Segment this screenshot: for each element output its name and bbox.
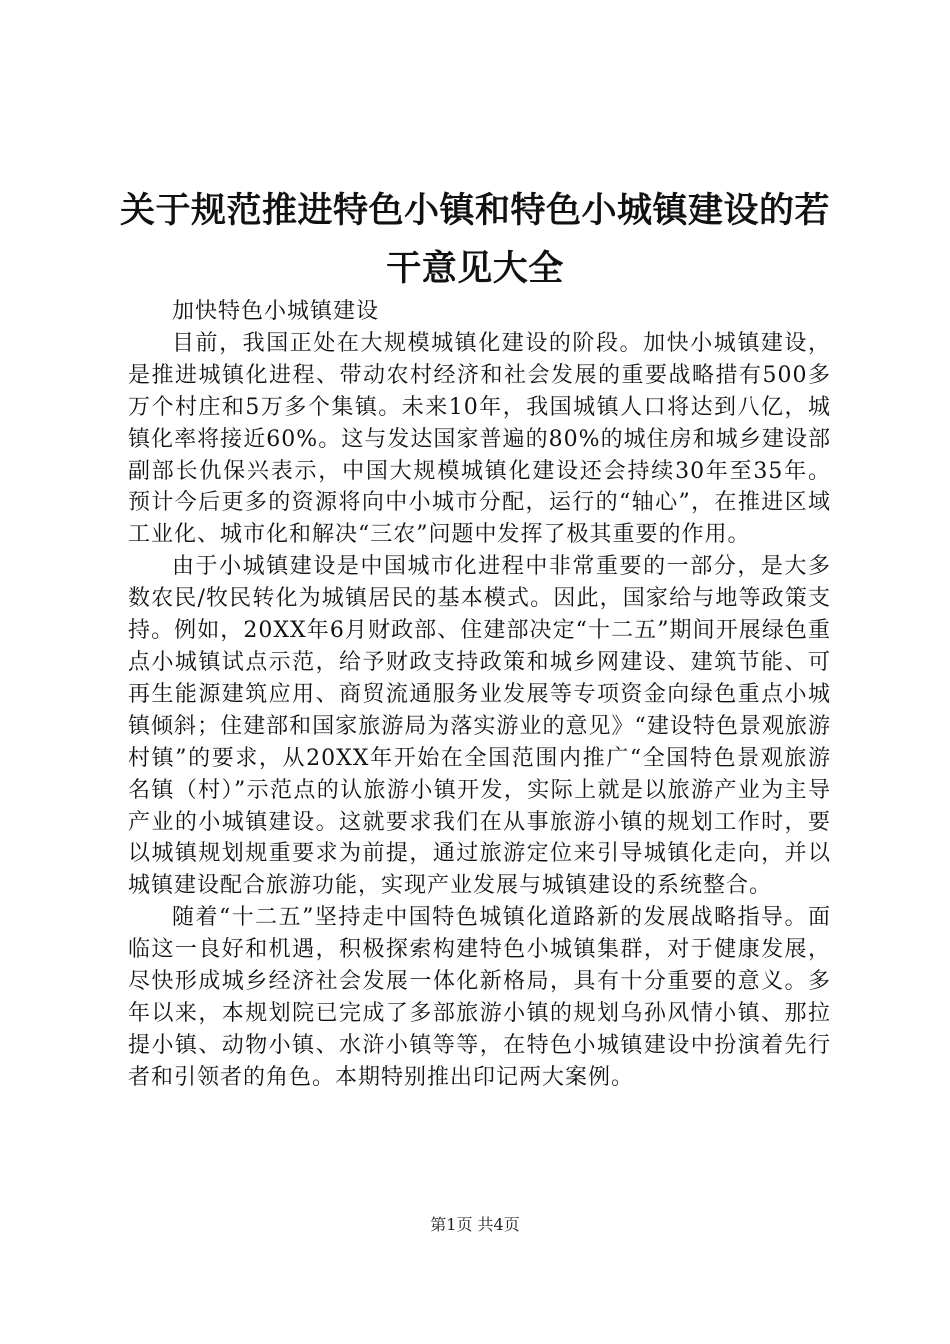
document-title: 关于规范推进特色小镇和特色小城镇建设的若干意见大全 <box>120 191 831 289</box>
section-heading: 加快特色小城镇建设 <box>172 299 380 324</box>
body-paragraph-3: 随着“十二五”坚持走中国特色城镇化道路新的发展战略指导。面临这一良好和机遇，积极探索构建特色小城镇集群，对于健康发展，尽快形成城乡经济社会发展一体化新格局，具有十分重要的意义。多年以来，本规划院已完成了多部旅游小镇的规划乌孙风情小镇、那拉提小镇、动物小镇、水浒小镇等等，在特色小城镇建设中扮演着先行者和引领者的角色。本期特别推出印记两大案例。 <box>128 905 831 1090</box>
body-paragraph-1: 目前，我国正处在大规模城镇化建设的阶段。加快小城镇建设，是推进城镇化进程、带动农村经济和社会发展的重要战略措有500多万个村庄和5万多个集镇。未来10年，我国城镇人口将达到八亿，城镇化率将接近60%。这与发达国家普遍的80%的城住房和城乡建设部副部长仇保兴表示，中国大规模城镇化建设还会持续30年至35年。预计今后更多的资源将向中小城市分配，运行的“轴心”，在推进区域工业化、城市化和解决“三农”问题中发挥了极其重要的作用。 <box>128 330 831 548</box>
document-body <box>128 296 831 1094</box>
body-paragraph-2: 由于小城镇建设是中国城市化进程中非常重要的一部分，是大多数农民/牧民转化为城镇居民的基本模式。因此，国家给与地等政策支持。例如，20XX年6月财政部、住建部决定“十二五”期间开展绿色重点小城镇试点示范，给予财政支持政策和城乡网建设、建筑节能、可再生能源建筑应用、商贸流通服务业发展等专项资金向绿色重点小城镇倾斜；住建部和国家旅游局为落实游业的意见》“建设特色景观旅游村镇”的要求，从20XX年开始在全国范围内推广“全国特色景观旅游名镇（村）”示范点的认旅游小镇开发，实际上就是以旅游产业为主导产业的小城镇建设。这就要求我们在从事旅游小镇的规划工作时，要以城镇规划规重要求为前提，通过旅游定位来引导城镇化走向，并以城镇建设配合旅游功能，实现产业发展与城镇建设的系统整合。 <box>128 554 831 899</box>
page-footer: 第1页 共4页 <box>430 1215 520 1234</box>
